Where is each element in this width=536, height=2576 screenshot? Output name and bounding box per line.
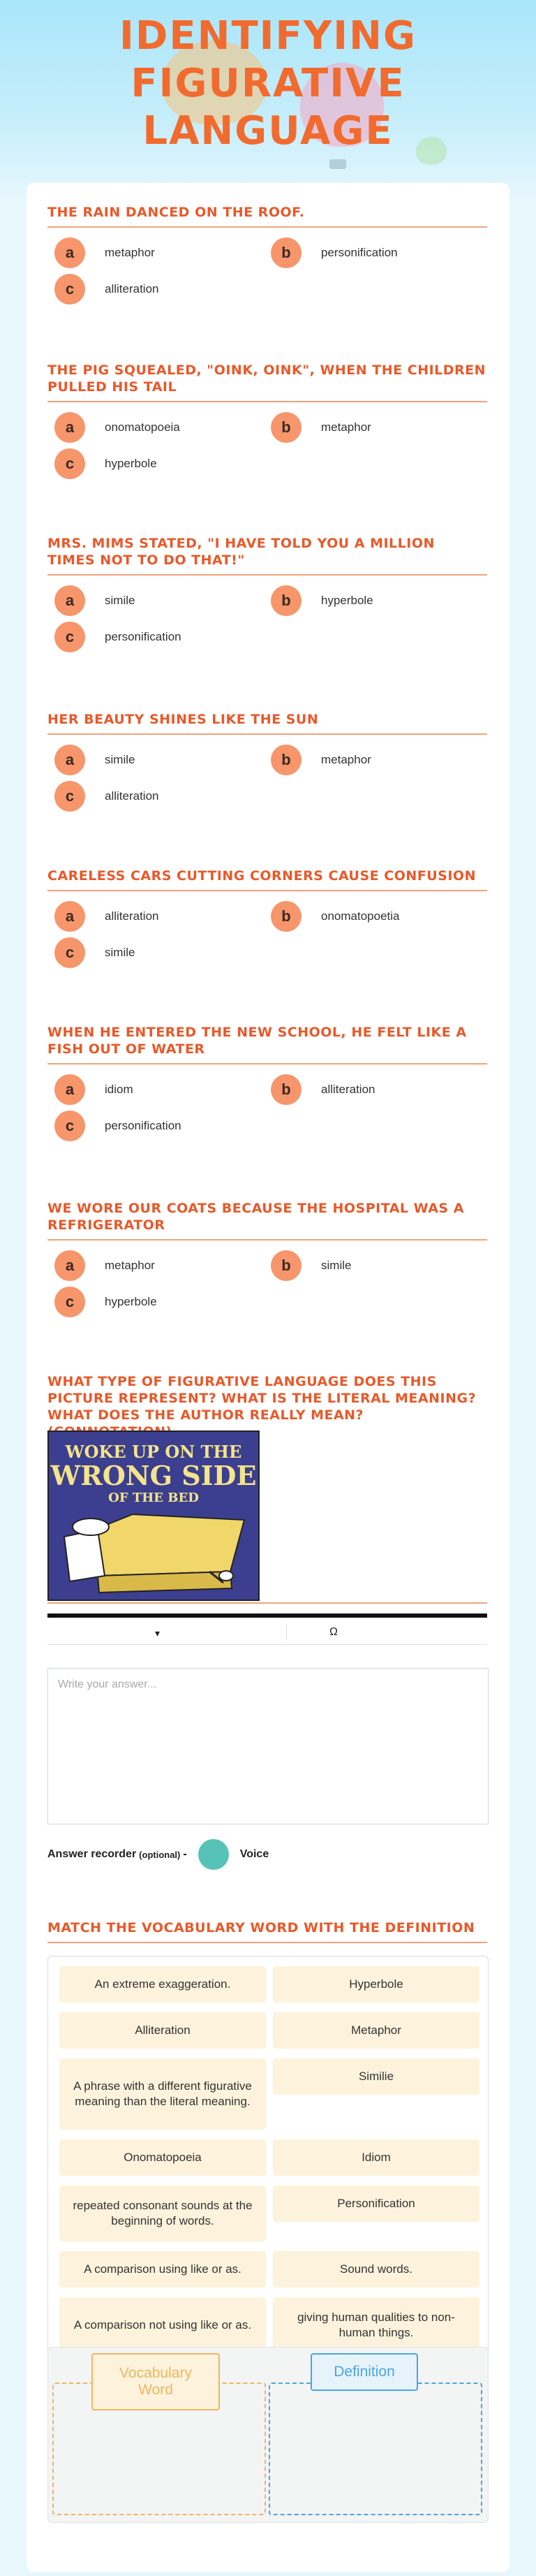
option-letter-badge: c (54, 781, 85, 812)
option-label: simile (321, 1259, 352, 1272)
option-label: metaphor (105, 1259, 155, 1272)
toolbar-bottom-border (47, 1644, 487, 1645)
question-2 (47, 362, 487, 489)
matching-board (47, 1956, 489, 2352)
match-answer[interactable]: Similie (273, 2058, 479, 2095)
option-label: simile (105, 594, 135, 607)
match-answer[interactable]: Sound words. (273, 2251, 479, 2288)
vocabulary-ribbon-label: Vocabulary Word (119, 2365, 192, 2398)
option-letter-badge: a (54, 901, 85, 932)
option-label: idiom (105, 1083, 133, 1096)
option-a[interactable] (54, 585, 135, 616)
option-c[interactable] (54, 1111, 181, 1141)
question-text: HER BEAUTY SHINES LIKE THE SUN (47, 711, 487, 735)
match-prompt[interactable]: A comparison not using like or as. (59, 2297, 266, 2353)
question-text: CARELESS CARS CUTTING CORNERS CAUSE CONFUSION (47, 868, 487, 891)
vocabulary-ribbon (91, 2353, 220, 2410)
option-label: hyperbole (105, 1295, 157, 1308)
option-b[interactable] (271, 745, 371, 775)
option-label: alliteration (321, 1083, 375, 1096)
option-label: personification (321, 246, 398, 259)
option-list (47, 412, 487, 489)
answer-textarea[interactable] (48, 1669, 486, 1821)
option-label: alliteration (105, 282, 159, 295)
answer-box (47, 1668, 489, 1824)
sort-area (47, 2347, 489, 2523)
option-list (47, 237, 487, 314)
toolbar-divider (286, 1623, 287, 1640)
cartoon-caption-line-3: OF THE BED (108, 1491, 199, 1505)
option-list (47, 585, 487, 662)
option-label: personification (105, 630, 181, 643)
match-answer[interactable]: Personification (273, 2186, 479, 2222)
option-label: alliteration (105, 789, 159, 803)
question-5 (47, 868, 487, 978)
option-a[interactable] (54, 1250, 155, 1281)
page-title-line-3: LANGUAGE (142, 108, 394, 154)
idiom-cartoon-image (47, 1430, 260, 1601)
option-letter-badge: a (54, 412, 85, 443)
definition-drop-zone[interactable] (269, 2383, 482, 2515)
option-label: metaphor (105, 246, 155, 259)
option-b[interactable] (271, 585, 373, 616)
special-character-icon[interactable]: Ω (329, 1626, 338, 1638)
option-label: onomatopoeia (105, 420, 180, 434)
option-letter-badge: a (54, 745, 85, 775)
option-letter-badge: c (54, 1287, 85, 1317)
option-a[interactable] (54, 1074, 133, 1105)
option-letter-badge: a (54, 585, 85, 616)
option-letter-badge: b (271, 237, 302, 268)
match-prompt[interactable]: A phrase with a different figurative meaning than the literal meaning. (59, 2058, 266, 2130)
question-3 (47, 535, 487, 662)
cartoon-caption-line-2: WRONG SIDE (50, 1460, 257, 1491)
recorder-dash: - (183, 1848, 187, 1860)
page-title-line-1: IDENTIFYING (119, 13, 417, 59)
option-letter-badge: c (54, 1111, 85, 1141)
picture-divider (47, 1602, 487, 1604)
question-text: MRS. MIMS STATED, "I HAVE TOLD YOU A MILLION TIMES NOT TO DO THAT!" (47, 535, 487, 576)
option-list (47, 901, 487, 978)
option-letter-badge: a (54, 1250, 85, 1281)
question-4 (47, 711, 487, 821)
bed-illustration (49, 1432, 258, 1600)
match-prompt[interactable]: An extreme exaggeration. (59, 1966, 266, 2003)
option-a[interactable] (54, 745, 135, 775)
match-prompt[interactable]: Alliteration (59, 2012, 266, 2049)
option-letter-badge: c (54, 448, 85, 479)
match-answer[interactable]: Idiom (273, 2139, 479, 2176)
option-letter-badge: b (271, 745, 302, 775)
definition-ribbon-label: Definition (334, 2364, 395, 2380)
option-letter-badge: c (54, 937, 85, 968)
match-answer[interactable]: giving human qualities to non-human things. (273, 2297, 479, 2353)
question-1 (47, 204, 487, 314)
option-letter-badge: a (54, 1074, 85, 1105)
option-letter-badge: b (271, 901, 302, 932)
voice-label: Voice (239, 1848, 269, 1860)
option-a[interactable] (54, 412, 180, 443)
option-label: metaphor (321, 420, 371, 434)
option-letter-badge: b (271, 1074, 302, 1105)
option-b[interactable] (271, 237, 398, 268)
option-label: alliteration (105, 909, 159, 923)
definition-ribbon (311, 2353, 418, 2391)
format-dropdown-icon[interactable]: ▾ (155, 1627, 161, 1639)
option-c[interactable] (54, 937, 135, 968)
option-a[interactable] (54, 237, 155, 268)
option-letter-badge: c (54, 622, 85, 652)
recorder-optional-label: (optional) (139, 1849, 181, 1860)
option-b[interactable] (271, 1074, 375, 1105)
balloon-basket-decoration (329, 159, 346, 169)
option-letter-badge: b (271, 412, 302, 443)
match-prompt[interactable]: repeated consonant sounds at the beginning of words. (59, 2186, 266, 2241)
match-answer[interactable]: Metaphor (273, 2012, 479, 2049)
question-7 (47, 1200, 487, 1327)
option-list (47, 1074, 487, 1151)
option-label: personification (105, 1119, 181, 1132)
recorder-label: Answer recorder (47, 1848, 137, 1860)
match-answer[interactable]: Hyperbole (273, 1966, 479, 2003)
option-c[interactable] (54, 274, 159, 305)
question-text: MATCH THE VOCABULARY WORD WITH THE DEFINITION (47, 1919, 487, 1943)
question-6 (47, 1024, 487, 1151)
option-b[interactable] (271, 412, 371, 443)
option-list (47, 745, 487, 821)
option-c[interactable] (54, 448, 157, 479)
question-text: WHAT TYPE OF FIGURATIVE LANGUAGE DOES THIS PICTURE REPRESENT? WHAT IS THE LITERAL MEANING? WHAT DOES THE AUTHOR REALLY MEAN? (47, 1374, 477, 1423)
option-c[interactable] (54, 1287, 157, 1317)
option-b[interactable] (271, 1250, 351, 1281)
option-letter-badge: b (271, 585, 302, 616)
cartoon-caption-line-1: WOKE UP ON THE (65, 1442, 242, 1462)
voice-record-button[interactable] (198, 1839, 229, 1870)
option-a[interactable] (54, 901, 159, 932)
page-title-line-2: FIGURATIVE (131, 61, 405, 106)
option-label: hyperbole (321, 594, 373, 607)
header-banner (0, 0, 536, 203)
answer-recorder (47, 1837, 269, 1872)
option-letter-badge: c (54, 274, 85, 305)
question-text: WHEN HE ENTERED THE NEW SCHOOL, HE FELT LIKE A FISH OUT OF WATER (47, 1024, 487, 1064)
option-label: hyperbole (105, 457, 157, 470)
rich-text-toolbar (47, 1613, 487, 1669)
question-text: THE PIG SQUEALED, "OINK, OINK", WHEN THE CHILDREN PULLED HIS TAIL (47, 362, 487, 402)
option-label: simile (105, 753, 135, 766)
question-text: WE WORE OUR COATS BECAUSE THE HOSPITAL WAS A REFRIGERATOR (47, 1200, 487, 1241)
option-letter-badge: b (271, 1250, 302, 1281)
option-list (47, 1250, 487, 1327)
match-prompt[interactable]: Onomatopoeia (59, 2139, 266, 2176)
option-b[interactable] (271, 901, 399, 932)
option-letter-badge: a (54, 237, 85, 268)
option-label: onomatopoetia (321, 909, 400, 923)
option-c[interactable] (54, 622, 181, 652)
match-prompt[interactable]: A comparison using like or as. (59, 2251, 266, 2288)
option-label: simile (105, 946, 135, 959)
option-label: metaphor (321, 753, 371, 766)
matching-question (47, 1919, 487, 1943)
question-text: THE RAIN DANCED ON THE ROOF. (47, 204, 487, 228)
option-c[interactable] (54, 781, 159, 812)
